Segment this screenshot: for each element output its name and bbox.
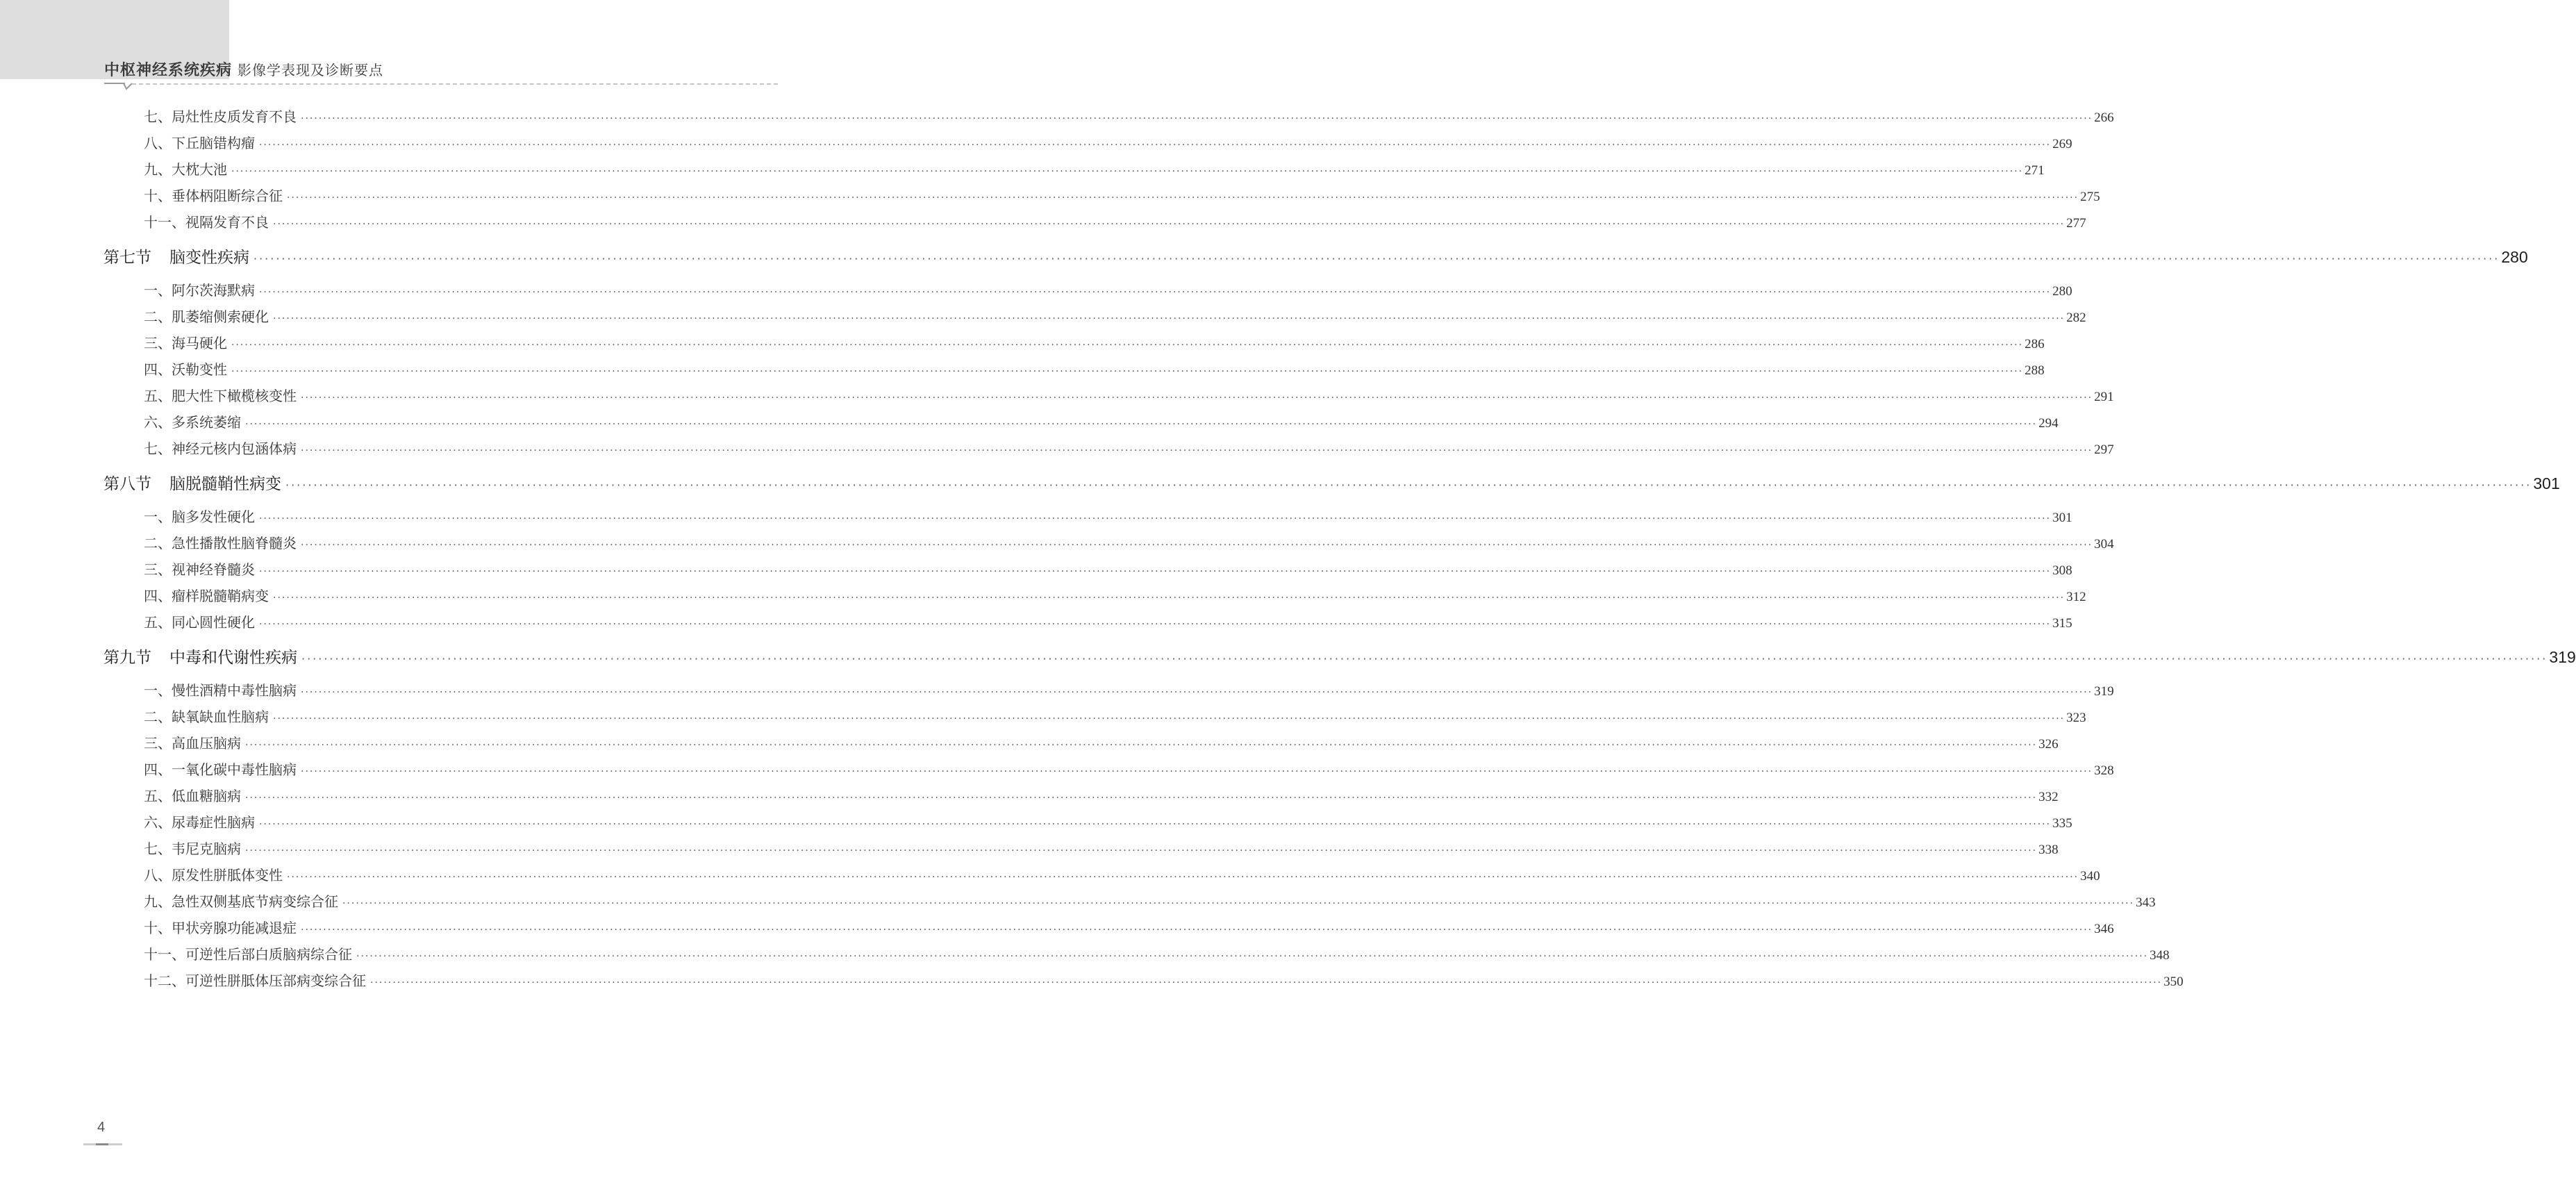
- toc-page-number: 304: [2094, 537, 2114, 552]
- toc-dot-leader: ················································································································································································································································································································································································································: [245, 419, 2038, 430]
- toc-section-label: 脑脱髓鞘性病变: [169, 475, 281, 493]
- toc-dot-leader: ················································································································································································································································································································································································································: [259, 619, 2052, 630]
- toc-page-number: 350: [2163, 975, 2184, 989]
- toc-page-number: 338: [2038, 843, 2059, 857]
- toc-dot-leader: ················································································································································································································································································································································································································: [301, 652, 2548, 665]
- toc-dot-leader: ················································································································································································································································································································································································································: [273, 219, 2066, 230]
- toc-entry-row[interactable]: [144, 838, 2059, 858]
- toc-entry-row[interactable]: [144, 611, 2072, 631]
- toc-dot-leader: ················································································································································································································································································································································································································: [301, 766, 2093, 777]
- toc-page-number: 323: [2066, 711, 2086, 725]
- toc-dot-leader: ················································································································································································································································································································································································································: [231, 366, 2024, 377]
- toc-page-number: 282: [2066, 310, 2086, 325]
- toc-entry-row[interactable]: [144, 411, 2059, 431]
- toc-page-number: 319: [2549, 648, 2576, 666]
- running-header: [104, 58, 383, 80]
- toc-section-title: [103, 471, 281, 494]
- toc-entry-row[interactable]: [144, 306, 2086, 326]
- toc-section-row[interactable]: [103, 645, 2576, 668]
- toc-dot-leader: ················································································································································································································································································································································································································: [245, 740, 2038, 751]
- toc-page-number: 348: [2150, 948, 2170, 963]
- toc-entry-row[interactable]: [144, 970, 2184, 990]
- toc-dot-leader: ················································································································································································································································································································································································································: [301, 924, 2093, 936]
- toc-page-number: 269: [2052, 137, 2072, 151]
- toc-page-number: 291: [2094, 390, 2114, 404]
- toc-dot-leader: ················································································································································································································································································································································································································: [342, 898, 2135, 909]
- toc-entry-row[interactable]: [144, 890, 2156, 911]
- toc-page-number: 280: [2501, 248, 2528, 266]
- toc-page-number: 346: [2094, 922, 2114, 936]
- toc-entry-row[interactable]: [144, 158, 2045, 179]
- toc-dot-leader: ················································································································································································································································································································································································································: [301, 540, 2093, 551]
- toc-page-number: 294: [2038, 416, 2059, 431]
- toc-page-number: 328: [2094, 763, 2114, 778]
- toc-entry-label: 五、同心圆性硬化: [144, 614, 255, 631]
- toc-dot-leader: ················································································································································································································································································································································································································: [356, 951, 2149, 962]
- toc-page-number: 288: [2025, 363, 2045, 378]
- toc-entry-row[interactable]: [144, 532, 2114, 552]
- toc-page-number: 315: [2052, 616, 2072, 631]
- toc-section-label: 脑变性疾病: [169, 249, 249, 267]
- toc-entry-row[interactable]: [144, 585, 2086, 605]
- toc-entry-label: 七、局灶性皮质发育不良: [144, 108, 297, 125]
- toc-dot-leader: ················································································································································································································································································································································································································: [245, 793, 2038, 804]
- toc-entry-label: 一、阿尔茨海默病: [144, 282, 255, 299]
- toc-entry-label: 八、原发性胼胝体变性: [144, 867, 283, 884]
- footer-bar-accent: [96, 1143, 108, 1145]
- toc-page-number: 319: [2094, 684, 2114, 699]
- book-title: 中枢神经系统疾病: [104, 62, 233, 79]
- toc-page-number: 308: [2052, 563, 2072, 578]
- toc-page-number: 301: [2052, 511, 2072, 525]
- toc-entry-label: 四、瘤样脱髓鞘病变: [144, 588, 269, 604]
- toc-entry-label: 二、急性播散性脑脊髓炎: [144, 535, 297, 552]
- toc-page-number: 326: [2038, 737, 2059, 752]
- toc-entry-row[interactable]: [144, 132, 2072, 152]
- toc-entry-row[interactable]: [144, 279, 2072, 299]
- toc-page-number: 301: [2533, 474, 2560, 492]
- toc-entry-row[interactable]: [144, 732, 2059, 752]
- toc-dot-leader: ················································································································································································································································································································································································································: [301, 113, 2093, 124]
- toc-entry-row[interactable]: [144, 706, 2086, 726]
- toc-entry-row[interactable]: [144, 506, 2072, 526]
- toc-entry-row[interactable]: [144, 785, 2059, 805]
- toc-entry-row[interactable]: [144, 211, 2086, 231]
- toc-section-row[interactable]: [103, 244, 2528, 267]
- toc-dot-leader: ················································································································································································································································································································································································································: [231, 340, 2024, 351]
- toc-page-number: 280: [2052, 284, 2072, 299]
- toc-page-number: 332: [2038, 790, 2059, 804]
- toc-entry-label: 八、下丘脑错构瘤: [144, 135, 255, 151]
- toc-page-number: 275: [2080, 190, 2100, 204]
- toc-section-number: 第七节: [103, 249, 151, 267]
- toc-dot-leader: ················································································································································································································································································································································································································: [301, 445, 2093, 456]
- book-subtitle: 影像学表现及诊断要点: [238, 62, 384, 78]
- toc-entry-row[interactable]: [144, 438, 2114, 458]
- toc-entry-label: 六、多系统萎缩: [144, 414, 241, 431]
- toc-dot-leader: ················································································································································································································································································································································································································: [287, 192, 2079, 204]
- toc-dot-leader: ················································································································································································································································································································································································································: [259, 140, 2052, 151]
- toc-entry-label: 十二、可逆性胼胝体压部病变综合征: [144, 972, 366, 989]
- toc-page-number: 286: [2025, 337, 2045, 351]
- toc-dot-leader: ················································································································································································································································································································································································································: [301, 392, 2093, 404]
- toc-dot-leader: ················································································································································································································································································································································································································: [273, 592, 2066, 604]
- toc-entry-label: 十、甲状旁腺功能减退症: [144, 920, 297, 936]
- toc-entry-label: 三、视神经脊髓炎: [144, 561, 255, 578]
- toc-entry-row[interactable]: [144, 358, 2045, 379]
- toc-page-number: 312: [2066, 590, 2086, 604]
- toc-page-number: 343: [2136, 895, 2156, 910]
- toc-dot-leader: ················································································································································································································································································································································································································: [254, 252, 2500, 265]
- toc-entry-label: 三、海马硬化: [144, 335, 227, 351]
- toc-entry-row[interactable]: [144, 943, 2170, 963]
- toc-dot-leader: ················································································································································································································································································································································································································: [273, 713, 2066, 724]
- toc-page-number: 297: [2094, 442, 2114, 457]
- toc-entry-label: 四、沃勒变性: [144, 361, 227, 378]
- toc-entry-label: 四、一氧化碳中毒性脑病: [144, 761, 297, 778]
- toc-dot-leader: ················································································································································································································································································································································································································: [370, 977, 2163, 988]
- toc-entry-row[interactable]: [144, 106, 2114, 126]
- toc-entry-row[interactable]: [144, 917, 2114, 937]
- toc-entry-row[interactable]: [144, 558, 2072, 579]
- toc-entry-label: 三、高血压脑病: [144, 735, 241, 752]
- toc-dot-leader: ················································································································································································································································································································································································································: [259, 287, 2052, 298]
- toc-entry-row[interactable]: [144, 385, 2114, 405]
- toc-dot-leader: ················································································································································································································································································································································································································: [287, 872, 2079, 883]
- toc-entry-label: 九、急性双侧基底节病变综合征: [144, 893, 338, 910]
- toc-dot-leader: ················································································································································································································································································································································································································: [245, 845, 2038, 856]
- toc-entry-label: 二、缺氧缺血性脑病: [144, 708, 269, 725]
- header-rule: [104, 83, 125, 84]
- toc-entry-row[interactable]: [144, 332, 2045, 352]
- toc-entry-row[interactable]: [144, 811, 2072, 831]
- toc-page-number: 277: [2066, 216, 2086, 231]
- toc-dot-leader: ················································································································································································································································································································································································································: [259, 819, 2052, 830]
- toc-page-number: 340: [2080, 869, 2100, 884]
- toc-section-title: [103, 244, 249, 267]
- toc-page-number: 335: [2052, 816, 2072, 831]
- toc-section-number: 第八节: [103, 475, 151, 493]
- toc-entry-label: 一、慢性酒精中毒性脑病: [144, 682, 297, 699]
- toc-entry-label: 十、垂体柄阻断综合征: [144, 188, 283, 204]
- toc-entry-label: 七、韦尼克脑病: [144, 840, 241, 857]
- toc-entry-row[interactable]: [144, 864, 2100, 884]
- toc-dot-leader: ················································································································································································································································································································································································································: [301, 687, 2093, 698]
- toc-dot-leader: ················································································································································································································································································································································································································: [273, 313, 2066, 324]
- toc-entry-row[interactable]: [144, 679, 2114, 699]
- toc-page-number: 266: [2094, 110, 2114, 125]
- toc-entry-label: 六、尿毒症性脑病: [144, 814, 255, 831]
- toc-entry-label: 十一、可逆性后部白质脑病综合征: [144, 946, 352, 963]
- toc-section-title: [103, 645, 297, 668]
- toc-entry-row[interactable]: [144, 185, 2100, 205]
- toc-entry-label: 一、脑多发性硬化: [144, 508, 255, 525]
- toc-dot-leader: ················································································································································································································································································································································································································: [231, 166, 2024, 177]
- toc-entry-label: 九、大枕大池: [144, 161, 227, 178]
- page-number: 4: [97, 1120, 106, 1135]
- toc-entry-label: 五、低血糖脑病: [144, 788, 241, 804]
- toc-dot-leader: ················································································································································································································································································································································································································: [259, 513, 2052, 524]
- toc-entry-row[interactable]: [144, 758, 2114, 779]
- toc-section-row[interactable]: [103, 471, 2560, 494]
- toc-entry-label: 五、肥大性下橄榄核变性: [144, 388, 297, 404]
- toc-entry-label: 七、神经元核内包涵体病: [144, 440, 297, 457]
- toc-entry-label: 二、肌萎缩侧索硬化: [144, 308, 269, 325]
- toc-section-number: 第九节: [103, 649, 151, 667]
- toc-dot-leader: ················································································································································································································································································································································································································: [285, 479, 2532, 492]
- toc-dot-leader: ················································································································································································································································································································································································································: [259, 566, 2052, 577]
- toc-page-number: 271: [2025, 163, 2045, 178]
- toc-section-label: 中毒和代谢性疾病: [169, 649, 297, 667]
- toc-entry-label: 十一、视隔发育不良: [144, 214, 269, 231]
- header-dashed-rule: [132, 83, 778, 85]
